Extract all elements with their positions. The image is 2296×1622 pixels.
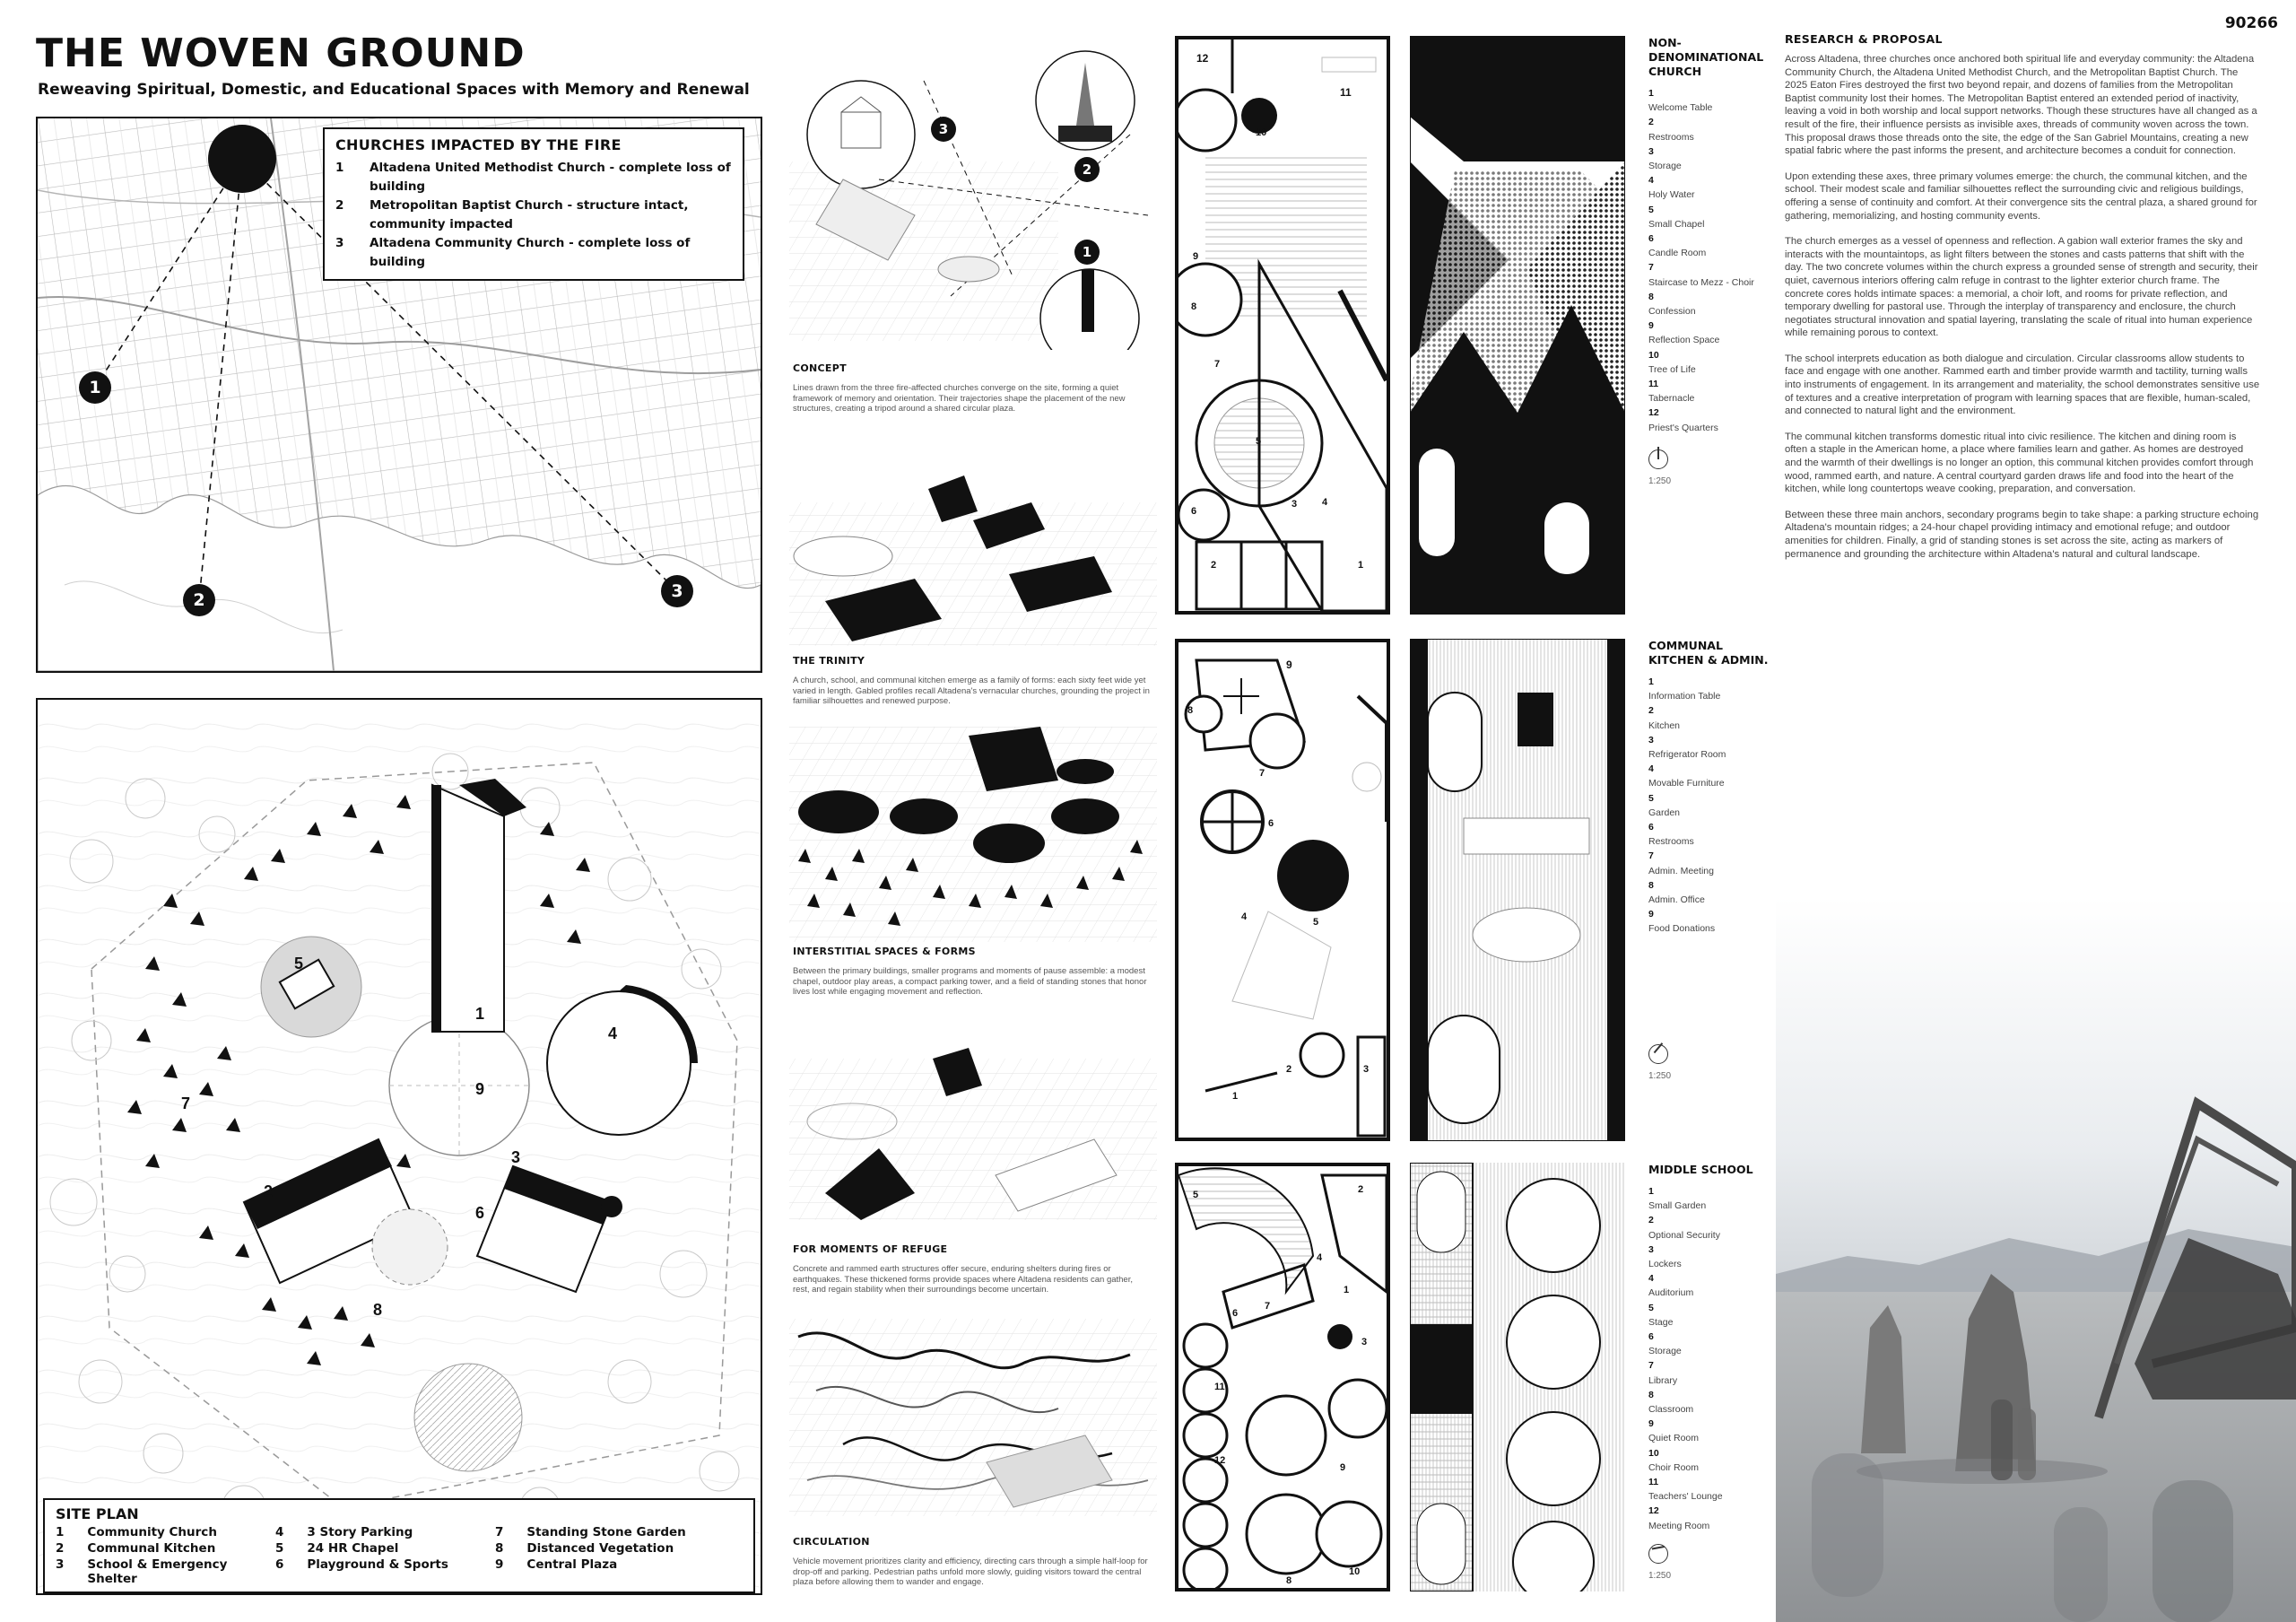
school-legend-title: MIDDLE SCHOOL [1648,1163,1753,1176]
legend-item: 3 Altadena Community Church - complete loss of building [335,236,691,269]
site-legend-item: 9 Central Plaza [495,1557,618,1572]
site-legend-item: 3 School & Emergency Shelter [56,1557,228,1586]
churches-map-panel [36,117,762,673]
refuge-title: FOR MOMENTS OF REFUGE [793,1243,948,1255]
circulation-diagram [789,1301,1157,1516]
site-legend-item: 1 Community Church [56,1525,217,1539]
refuge-text: Concrete and rammed earth structures offer secure, enduring shelters during fires or earthquakes. These thickened forms provide spaces where Altadena residents can gather, rest, and regain stability when their surroundings become uncertain. [793,1264,1133,1295]
kitchen-legend-title: COMMUNAL KITCHEN & ADMIN. [1648,639,1769,667]
church-marker: 1 [79,371,111,404]
school-plan-label: 8 [1286,1575,1292,1586]
church-legend: NON- DENOMINATIONAL CHURCH 1 Welcome Table 2 Restrooms 3 Storage 4 Holy Water 5 Small Chapel 6 Candle Room 7 Staircase to Mezz - Choir 8 Confession 9 Reflection Space 10 Tree of Life 11 Tabernacle 12 Priest's Quarters 1:250 [1648,36,1783,486]
north-arrow-icon [1648,449,1668,469]
research-paragraph: Upon extending these axes, three primary volumes emerge: the church, the communal kitchen, and the school. Their modest scale and familiar silhouettes reflect the surrounding civic and religious buildings, offering a sense of continuity and comfort. At their convergence sits the central plaza, a shared ground for gathering, memorializing, and hosting community events. [1785,170,2257,222]
site-plan-drawing [38,700,761,1593]
school-scale: 1:250 [1648,1570,1672,1581]
church-plan-label: 9 [1193,251,1199,262]
research-section [1785,32,2260,561]
kitchen-plan [1175,639,1390,1141]
site-plan-title: SITE PLAN [56,1505,139,1522]
circulation-title: CIRCULATION [793,1536,870,1548]
circulation-caption [793,1536,1152,1588]
church-plan-label: 2 [1211,560,1217,571]
site-legend-item: 7 Standing Stone Garden [495,1525,686,1539]
concept-marker: 1 [1074,240,1100,265]
church-plan-label: 10 [1256,127,1267,138]
site-label: 1 [475,1005,485,1023]
school-plan-label: 11 [1214,1382,1225,1392]
concept-diagram [789,27,1157,350]
school-plan-label: 5 [1193,1190,1199,1200]
site-plan-panel [36,698,762,1595]
kitchen-plan-label: 3 [1363,1064,1370,1075]
church-marker: 2 [183,584,215,616]
trinity-title: THE TRINITY [793,655,865,667]
site-legend-item: 4 3 Story Parking [275,1525,413,1539]
site-label: 9 [475,1080,485,1098]
page-title: THE WOVEN GROUND [36,31,526,76]
interstitial-diagram [789,727,1157,942]
school-plan-label: 2 [1358,1184,1364,1195]
research-paragraph: The communal kitchen transforms domestic ritual into civic resilience. The kitchen and dining room is often a staple in the American home, a place where families learn and gather. As homes are destroyed and the warmth of their dwellings is no longer an option, this communal kitchen provides comfort through wood, rammed earth, and nature. A central courtyard garden draws life and food into the heart of the kitchen, while long countertops weave cooking, preparation, and conversation. [1785,431,2254,495]
church-plan-label: 11 [1340,86,1352,99]
trinity-diagram [789,467,1157,646]
church-plan-label: 8 [1191,301,1197,312]
site-label: 7 [181,1094,191,1112]
site-legend-item: 6 Playground & Sports [275,1557,448,1572]
kitchen-scale: 1:250 [1648,1070,1672,1081]
school-plan-label: 6 [1232,1308,1239,1319]
site-plan-legend [43,1498,755,1593]
kitchen-plan-label: 5 [1313,917,1319,928]
church-plan-label: 4 [1322,497,1328,508]
kitchen-plan-label: 6 [1268,818,1274,829]
church-plan [1175,36,1390,615]
research-paragraph: The church emerges as a vessel of openness and reflection. A gabion wall exterior frames the sky and interacts with the mountaintops, as light filters between the stones and casts patterns that shift with the day. The two concrete volumes within the church express a grounded sense of strength and security, their quiet, cavernous interiors offering calm refuge in contrast to the lighter exterior church frame. The concrete cores holds intimate spaces: a memorial, a choir loft, and rooms for private reflection, and temporary dwelling for pastoral use. Through the interplay of transparency and enclosure, the church negotiates structural innovation and spatial layering, translating the scale of ritual into human experience while remaining porous to context. [1785,236,2258,339]
trinity-caption [793,655,1152,707]
church-plan-label: 7 [1214,359,1221,370]
refuge-diagram [789,1041,1157,1220]
school-plan-label: 3 [1361,1337,1368,1347]
school-plan-label: 9 [1340,1462,1346,1473]
school-plan-label: 10 [1349,1566,1361,1577]
churches-legend [323,127,744,281]
school-plan-label: 4 [1317,1252,1323,1263]
school-legend: MIDDLE SCHOOL 1 Small Garden 2 Optional Security 3 Lockers 4 Auditorium 5 Stage 6 Storage 7 Library 8 Classroom 9 Quiet Room 10 Choir Room 11 Teachers' Lounge 12 Meeting Room 1:250 [1648,1163,1783,1581]
site-legend-item: 8 Distanced Vegetation [495,1541,674,1556]
board-id: 90266 [2224,14,2278,32]
research-paragraph: Between these three main anchors, secondary programs begin to take shape: a parking structure echoing Altadena's mountain ridges; a 24-hour chapel providing intimacy and emotional refuge; and outdoor amenities for children. Finally, a grid of standing stones is set across the site, acting as markers of permanence and grounding the architecture within Altadena's natural and cultural landscape. [1785,509,2259,560]
interstitial-title: INTERSTITIAL SPACES & FORMS [793,946,976,957]
site-label: 4 [608,1025,618,1042]
site-legend-item: 2 Communal Kitchen [56,1541,216,1556]
legend-item: 2 Metropolitan Baptist Church - structure intact, community impacted [335,198,689,231]
site-label: 8 [373,1301,383,1319]
concept-marker: 3 [931,117,956,142]
concept-caption [793,362,1152,414]
research-title: RESEARCH & PROPOSAL [1785,32,1943,46]
church-legend-title: NON- DENOMINATIONAL CHURCH [1648,36,1764,78]
concept-marker: 2 [1074,157,1100,182]
interstitial-text: Between the primary buildings, smaller programs and moments of pause assemble: a modest chapel, outdoor play areas, a compact parking tower, and a field of standing stones that honor lives lost while engaging movement and reflection. [793,966,1147,997]
site-marker-icon [208,125,276,193]
site-label: 6 [475,1204,485,1222]
kitchen-plan-label: 8 [1187,705,1194,716]
school-plan-label: 7 [1265,1301,1271,1312]
church-plan-label: 12 [1196,52,1209,65]
church-marker: 3 [661,575,693,607]
perspective-render [1776,897,2296,1622]
kitchen-plan-label: 2 [1286,1064,1292,1075]
site-label: 3 [511,1148,521,1166]
refuge-caption [793,1243,1152,1295]
circulation-text: Vehicle movement prioritizes clarity and efficiency, directing cars through a simple half-loop for drop-off and parking. Pedestrian paths unfold more slowly, guiding visitors toward the central plaza before allowing them to wander and engage. [793,1557,1148,1587]
church-scale: 1:250 [1648,475,1672,486]
school-plan-label: 12 [1214,1455,1226,1466]
north-arrow-icon [1648,1544,1668,1564]
concept-text: Lines drawn from the three fire-affected churches converge on the site, forming a quiet framework of memory and orientation. Their trajectories shape the placement of the new structures, creating a tripod around a shared circular plaza. [793,383,1126,414]
school-section [1410,1163,1625,1591]
church-plan-label: 6 [1191,506,1197,517]
school-plan-label: 1 [1344,1285,1350,1295]
kitchen-legend: COMMUNAL KITCHEN & ADMIN. 1 Information Table 2 Kitchen 3 Refrigerator Room 4 Movable Furniture 5 Garden 6 Restrooms 7 Admin. Meeting 8 Admin. Office 9 Food Donations 1:250 [1648,639,1783,1081]
churches-legend-title: CHURCHES IMPACTED BY THE FIRE [335,136,622,153]
kitchen-plan-label: 9 [1286,658,1292,671]
church-section [1410,36,1625,615]
school-plan [1175,1163,1390,1591]
kitchen-plan-label: 7 [1259,768,1265,779]
research-paragraph: Across Altadena, three churches once anchored both spiritual life and everyday community: the Altadena Community Church, the Altadena United Methodist Church, and the Metropolitan Baptist Church. The 2025 Eaton Fires destroyed the first two beyond repair, and dozens of families from the Metropolitan Baptist community lost their homes. The Metropolitan Baptist entered an extended period of inactivity, leaving a void in both worship and local support networks. Though these structures have all changed as a result of the fire, their influence persists as invisible axes, threads of community woven across the town. This proposal draws those threads onto the site, the edge of the San Gabriel Mountains, creating a new spatial fabric where the past informs the present, and architecture becomes a conduit for connection. [1785,54,2257,157]
trinity-text: A church, school, and communal kitchen emerge as a family of forms: each sixty feet wide yet varied in length. Gabled profiles recall Altadena's vernacular churches, grounding the project in familiar silhouettes and renewed purpose. [793,676,1150,706]
site-legend-item: 5 24 HR Chapel [275,1541,399,1556]
concept-title: CONCEPT [793,362,847,374]
interstitial-caption [793,946,1152,998]
research-paragraph: The school interprets education as both dialogue and circulation. Circular classrooms allow students to face and engage with one another. Rammed earth and timber provide warmth and tactility, turning walls into instruments of engagement. In its arrangement and materiality, the school demonstrates sensitive use of textures and a creative interpretation of program with learning spaces that are flexible, human-scaled, and connected to natural light and the environment. [1785,353,2260,417]
site-label: 2 [264,1182,274,1200]
church-plan-label: 3 [1292,499,1298,510]
legend-item: 1 Altadena United Methodist Church - complete loss of building [335,161,731,194]
kitchen-plan-label: 1 [1232,1091,1239,1102]
church-plan-label: 1 [1358,560,1364,571]
page-subtitle: Reweaving Spiritual, Domestic, and Educational Spaces with Memory and Renewal [38,81,750,99]
kitchen-section [1410,639,1625,1141]
site-label: 5 [294,955,304,972]
kitchen-plan-label: 4 [1241,911,1248,922]
north-arrow-icon [1648,1044,1668,1064]
church-plan-label: 5 [1256,436,1262,447]
